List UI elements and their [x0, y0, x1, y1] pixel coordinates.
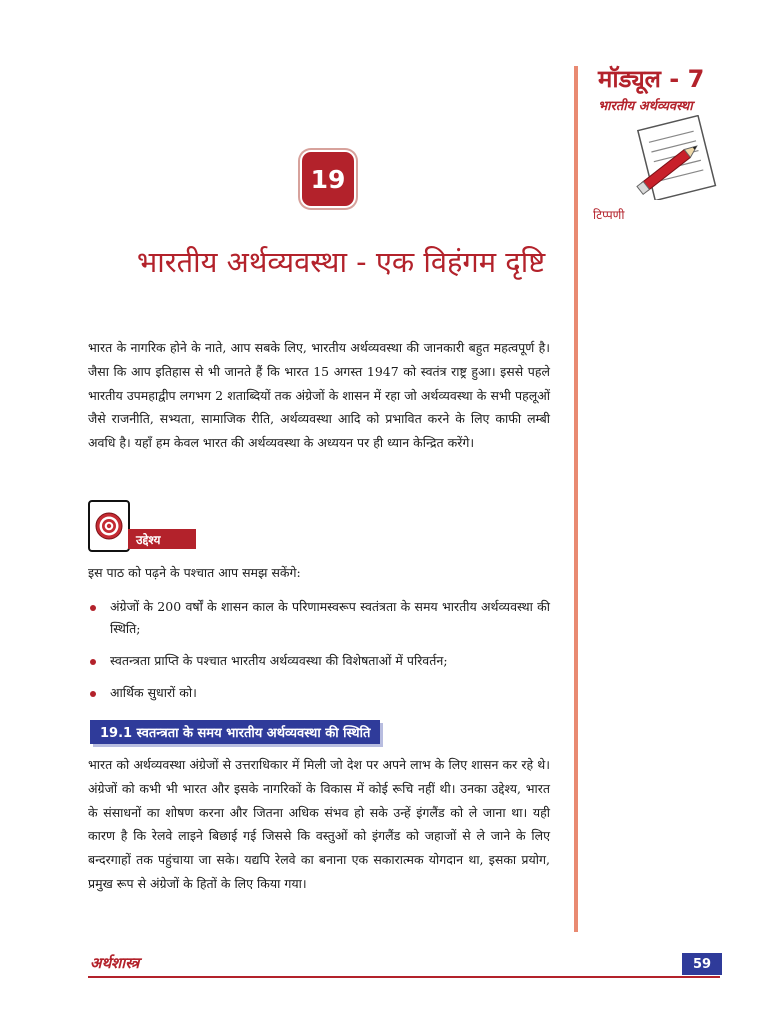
footer-divider	[88, 976, 720, 978]
target-graphic	[94, 511, 124, 541]
page-number: 59	[682, 953, 722, 975]
notes-pencil-icon	[618, 115, 728, 200]
intro-paragraph: भारत के नागरिक होने के नाते, आप सबके लिए, भारतीय अर्थव्यवस्था की जानकारी बहुत महत्वपूर्ण है। जैसा कि आप इतिहास से भी जानते हैं कि भारत 15 अगस्त 1947 को स्वतंत्र राष्ट्र हुआ। इससे पहले भारतीय उपमहाद्वीप लगभग 2 शताब्दियों तक अंग्रेजों के शासन में रहा जो अर्थव्यवस्था के सभी पहलूओं जैसे राजनीति, सभ्यता, सामाजिक रीति, अर्थव्यवस्था आदि को प्रभावित करने के लिए काफी लम्बी अवधि है। यहाँ हम केवल भारत की अर्थव्यवस्था के अध्ययन पर ही ध्यान केन्द्रित करेंगे।	[88, 340, 550, 451]
module-title: मॉड्यूल - 7	[598, 65, 705, 93]
list-item	[88, 596, 550, 640]
list-item-text: अंग्रेजों के 200 वर्षों के शासन काल के परिणामस्वरूप स्वतंत्रता के समय भारतीय अर्थव्यवस्था की स्थिति;	[110, 599, 550, 636]
margin-divider	[574, 66, 578, 932]
chapter-title: भारतीय अर्थव्यवस्था - एक विहंगम दृष्टि	[136, 245, 546, 279]
bullet-dot	[90, 659, 96, 665]
bullet-dot	[90, 605, 96, 611]
list-item	[88, 682, 550, 704]
target-icon	[88, 500, 130, 552]
objectives-intro: इस पाठ को पढ़ने के पश्चात आप समझ सकेंगे:	[88, 565, 301, 580]
section-heading: 19.1 स्वतन्त्रता के समय भारतीय अर्थव्यवस्था की स्थिति	[90, 720, 380, 744]
chapter-number-badge	[302, 152, 354, 206]
bullet-dot	[90, 691, 96, 697]
objectives-list	[88, 596, 550, 714]
notes-label: टिप्पणी	[593, 208, 625, 222]
list-item-text: आर्थिक सुधारों को।	[110, 685, 197, 700]
objectives-label: उद्देश्य	[128, 529, 196, 549]
section-paragraph: भारत को अर्थव्यवस्था अंग्रेजों से उत्तराधिकार में मिली जो देश पर अपने लाभ के लिए शासन कर रहे थे। अंग्रेजों को कभी भी भारत और इसके नागरिकों के विकास में कोई रूचि नहीं थी। उनका उद्देश्य, भारत के संसाधनों का शोषण करना और जितना अधिक संभव हो सके उन्हें इंगलैंड को ले जाना था। यही कारण है कि रेलवे लाइने बिछाई गई जिससे कि वस्तुओं को इंगलैंड को जहाजों से ले जाने के लिए बन्दरगाहों तक पहुंचाया जा सके। यद्यपि रेलवे का बनाना एक सकारात्मक योगदान था, इसका प्रयोग, प्रमुख रूप से अंग्रेजों के हितों के लिए किया गया।	[88, 757, 550, 891]
list-item-text: स्वतन्त्रता प्राप्ति के पश्चात भारतीय अर्थव्यवस्था की विशेषताओं में परिवर्तन;	[110, 653, 448, 668]
chapter-number: 19	[310, 164, 346, 194]
list-item	[88, 650, 550, 672]
footer-subject: अर्थशास्त्र	[90, 954, 140, 972]
module-subtitle: भारतीय अर्थव्यवस्था	[598, 99, 693, 114]
